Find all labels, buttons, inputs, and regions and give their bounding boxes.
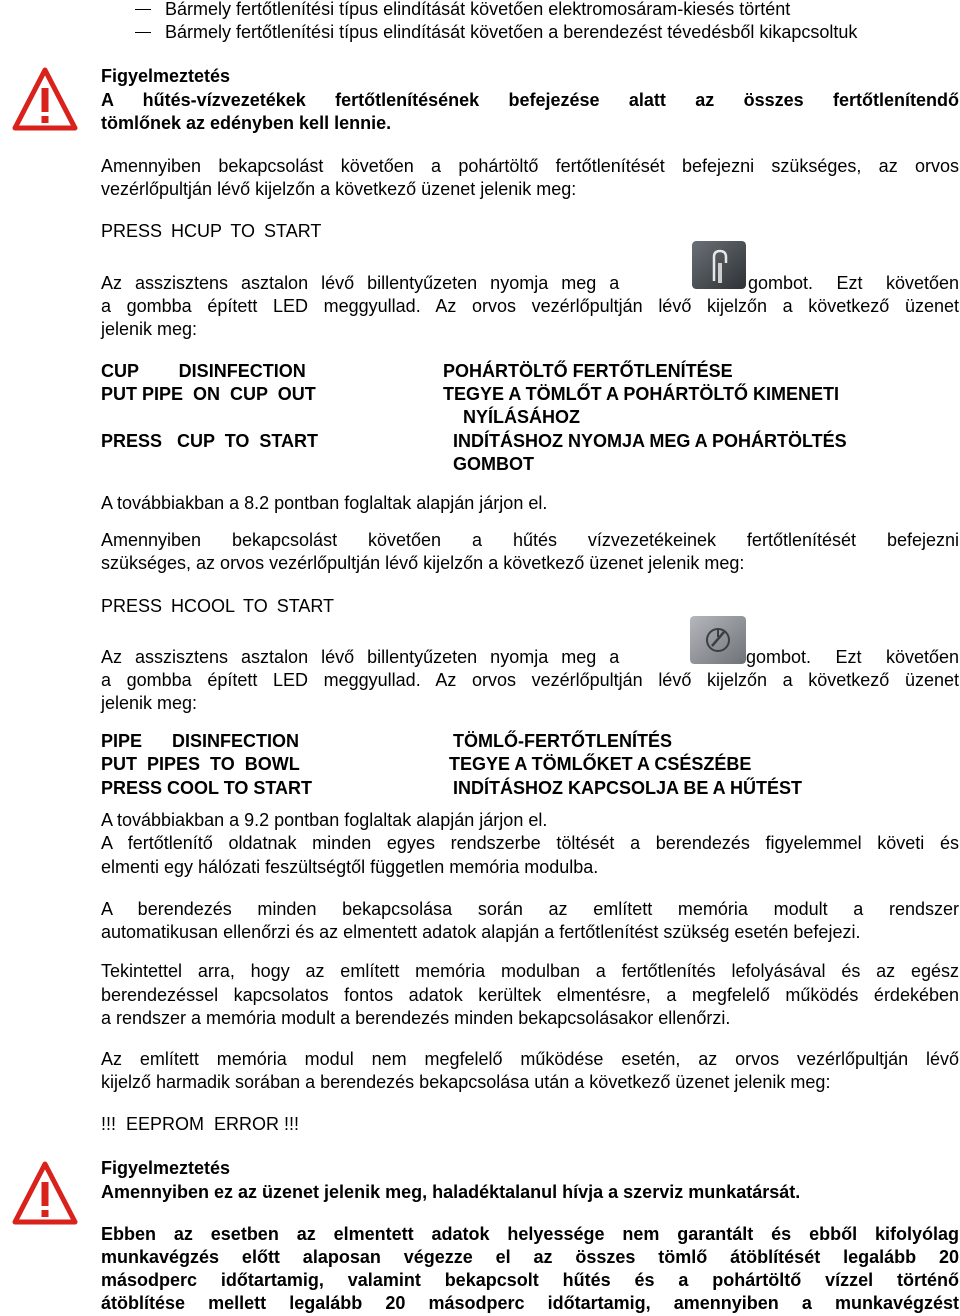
warning-text: A hűtés-vízvezetékek fertőtlenítésének befejezése alatt az összes fertőtlenítendő <box>101 90 959 110</box>
paragraph-line: berendezéssel kapcsolatos fontos adatok kerültek elmentésre, a megfelelő működés érdekében <box>101 985 959 1005</box>
paragraph-line: jelenik meg: <box>101 693 198 713</box>
paragraph-line: Az említett memória modul nem megfelelő működése esetén, az orvos vezérlőpultján lévő <box>101 1049 959 1069</box>
paragraph-line: a gombba épített LED meggyullad. Az orvos vezérlőpultján lévő kijelzőn a következő üzenet <box>101 670 959 690</box>
paragraph-line: Amennyiben bekapcsolást követően a pohártöltő fertőtlenítését befejezni szükséges, az orvos <box>101 156 959 176</box>
table-cell-right: TEGYE A TÖMLŐT A POHÁRTÖLTŐ KIMENETI <box>443 384 839 404</box>
paragraph-line: másodperc időtartamig, valamint bekapcsolt hűtés és a pohártöltő vízzel történő <box>101 1270 959 1290</box>
table-cell-right: POHÁRTÖLTŐ FERTŐTLENÍTÉSE <box>443 361 733 381</box>
paragraph-line: kijelző harmadik sorában a berendezés bekapcsolása után a következő üzenet jelenik meg: <box>101 1072 831 1092</box>
table-cell-left: PUT PIPE ON CUP OUT <box>101 384 316 404</box>
cool-button-icon <box>690 616 746 664</box>
warning-triangle-icon <box>12 1160 78 1226</box>
paragraph-line: Ebben az esetben az elmentett adatok helyessége nem garantált és ebből kifolyólag <box>101 1224 959 1244</box>
paragraph-line: Tekintettel arra, hogy az említett memória modulban a fertőtlenítés lefolyásával és az egész <box>101 961 959 981</box>
paragraph-line: A fertőtlenítő oldatnak minden egyes rendszerbe töltését a berendezés figyelemmel követi és <box>101 833 959 853</box>
table-cell-right: NYÍLÁSÁHOZ <box>463 407 580 427</box>
display-message: PRESS HCOOL TO START <box>101 596 335 616</box>
warning-title: Figyelmeztetés <box>101 66 231 86</box>
warning-text: Amennyiben ez az üzenet jelenik meg, haladéktalanul hívja a szerviz munkatársát. <box>101 1182 801 1202</box>
reference-line: A továbbiakban a 8.2 pontban foglaltak alapján járjon el. <box>101 493 548 513</box>
paragraph-line: elmenti egy hálózati feszültségtől független memória modulba. <box>101 857 599 877</box>
reference-line: A továbbiakban a 9.2 pontban foglaltak alapján járjon el. <box>101 810 548 830</box>
table-cell-right: GOMBOT <box>453 454 534 474</box>
display-message: !!! EEPROM ERROR !!! <box>101 1114 300 1134</box>
table-cell-left: CUP DISINFECTION <box>101 361 306 381</box>
warning-triangle-icon <box>12 66 78 132</box>
table-cell-right: TEGYE A TÖMLŐKET A CSÉSZÉBE <box>449 754 752 774</box>
paragraph-line: a rendszer a memória modult a berendezés minden bekapcsolásakor ellenőrzi. <box>101 1008 731 1028</box>
table-cell-right: INDÍTÁSHOZ NYOMJA MEG A POHÁRTÖLTÉS <box>453 431 847 451</box>
paragraph-line: vezérlőpultján lévő kijelzőn a következő üzenet jelenik meg: <box>101 179 577 199</box>
table-cell-left: PRESS COOL TO START <box>101 778 313 798</box>
paragraph-line: automatikusan ellenőrzi és az elmentett adatok alapján a fertőtlenítést szükség esetén befejezi. <box>101 922 861 942</box>
cup-button-icon <box>692 241 746 289</box>
paragraph-line: Az asszisztens asztalon lévő billentyűzeten nyomja meg a <box>101 273 620 293</box>
paragraph-line: munkavégzés előtt alaposan végezze el az összes tömlő átöblítését legalább 20 <box>101 1247 959 1267</box>
table-cell-right: INDÍTÁSHOZ KAPCSOLJA BE A HŰTÉST <box>453 778 803 798</box>
paragraph-line: Az asszisztens asztalon lévő billentyűzeten nyomja meg a <box>101 647 620 667</box>
table-cell-right: TÖMLŐ-FERTŐTLENÍTÉS <box>453 731 672 751</box>
paragraph-line: gombot. Ezt követően <box>748 273 959 293</box>
paragraph-line: a gombba épített LED meggyullad. Az orvos vezérlőpultján lévő kijelzőn a következő üzenet <box>101 296 959 316</box>
paragraph-line: Amennyiben bekapcsolást követően a hűtés vízvezetékeinek fertőtlenítését befejezni <box>101 530 959 550</box>
table-cell-left: PUT PIPES TO BOWL <box>101 754 300 774</box>
paragraph-line: átöblítése mellett legalább 20 másodperc időtartamig, amennyiben a munkavégzést <box>101 1293 959 1313</box>
warning-title: Figyelmeztetés <box>101 1158 231 1178</box>
bullet-item: Bármely fertőtlenítési típus elindítását követően elektromosáram-kiesés történt <box>165 0 791 19</box>
table-cell-left: PRESS CUP TO START <box>101 431 319 451</box>
warning-text: tömlőnek az edényben kell lennie. <box>101 113 392 133</box>
table-cell-left: PIPE DISINFECTION <box>101 731 300 751</box>
paragraph-line: A berendezés minden bekapcsolása során az említett memória modult a rendszer <box>101 899 959 919</box>
display-message: PRESS HCUP TO START <box>101 221 322 241</box>
paragraph-line: szükséges, az orvos vezérlőpultján lévő kijelzőn a következő üzenet jelenik meg: <box>101 553 745 573</box>
bullet-dash <box>135 32 151 33</box>
bullet-dash <box>135 9 151 10</box>
paragraph-line: gombot. Ezt követően <box>746 647 959 667</box>
paragraph-line: jelenik meg: <box>101 319 198 339</box>
bullet-item: Bármely fertőtlenítési típus elindítását követően a berendezést tévedésből kikapcsoltuk <box>165 22 858 42</box>
